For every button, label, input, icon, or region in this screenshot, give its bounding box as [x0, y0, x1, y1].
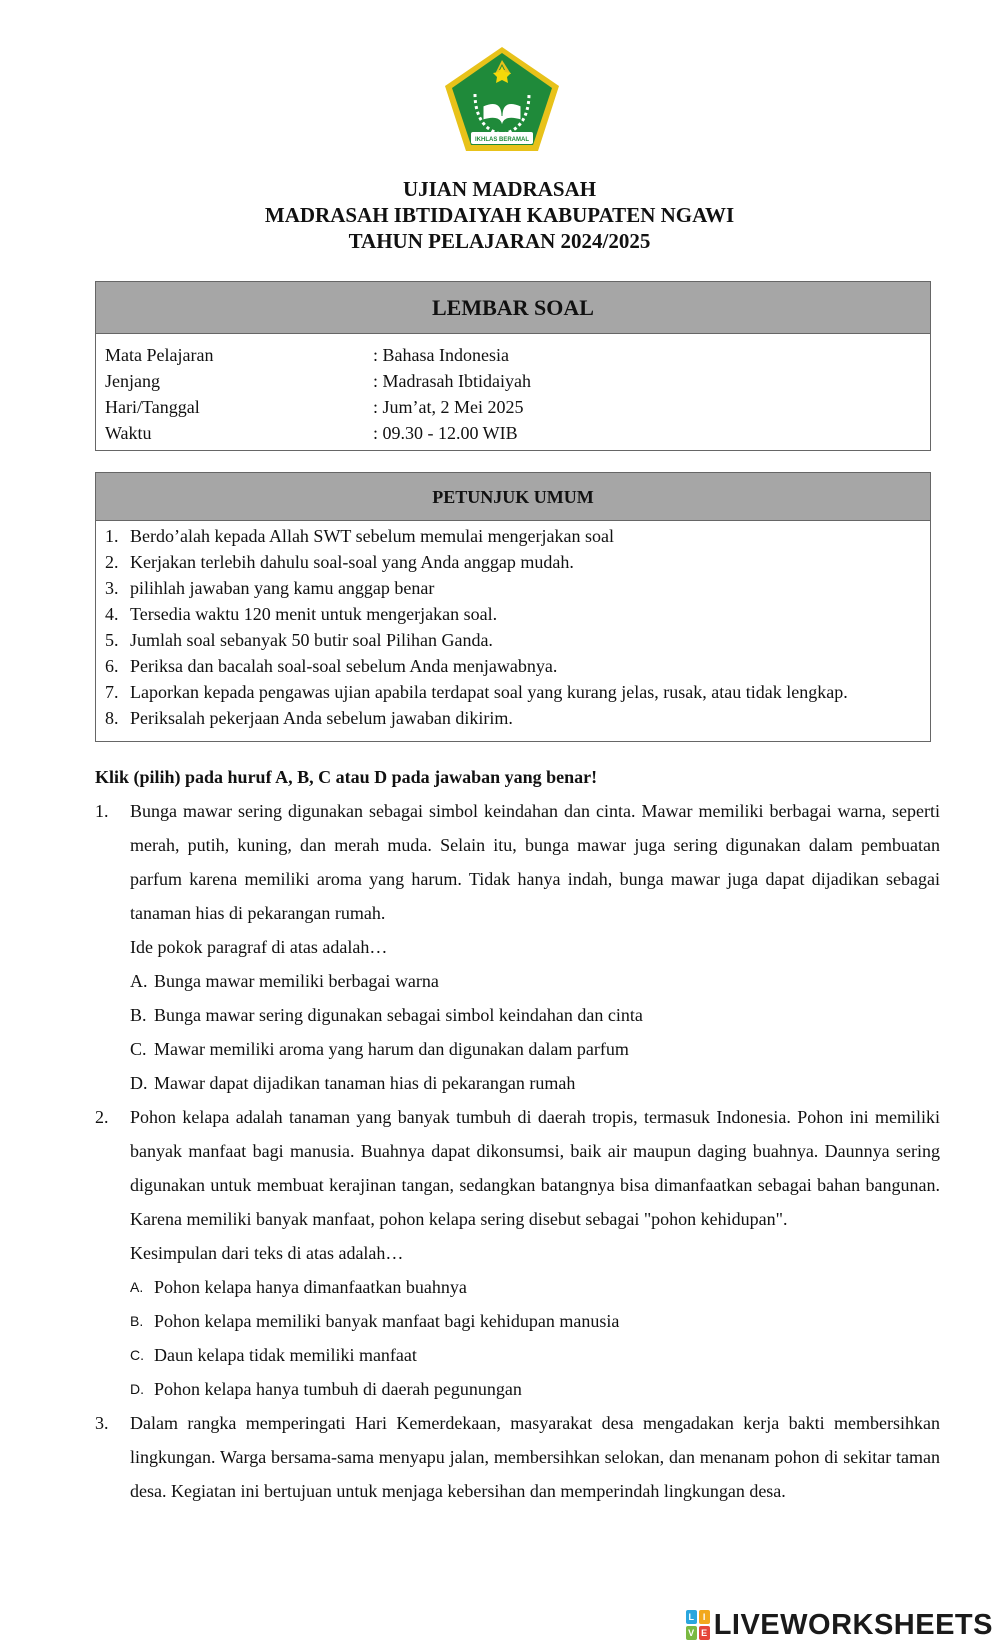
option-letter[interactable]: C. [130, 1039, 147, 1059]
question-prompt: Kesimpulan dari teks di atas adalah… [130, 1243, 404, 1263]
option-letter[interactable]: D. [130, 1381, 144, 1397]
info-row [105, 368, 930, 394]
info-rows [96, 334, 930, 446]
logo-caption: IKHLAS BERAMAL [475, 137, 529, 143]
petunjuk-item [105, 523, 930, 549]
question-prompt: Ide pokok paragraf di atas adalah… [130, 937, 388, 957]
info-value: : Jum’at, 2 Mei 2025 [373, 397, 524, 417]
petunjuk-text: Laporkan kepada pengawas ujian apabila terdapat soal yang kurang jelas, rusak, atau tidak lengkap. [130, 682, 848, 702]
question-paragraph: Dalam rangka memperingati Hari Kemerdekaan, masyarakat desa mengadakan kerja bakti membersihkan lingkungan. Warga bersama-sama menyapu jalan, membersihkan selokan, dan menanam pohon di sekitar taman desa. Kegiatan ini bertujuan untuk menjaga kebersihan dan memperindah lingkungan desa. [130, 1413, 940, 1501]
exam-heading [0, 176, 999, 254]
heading-line-1: UJIAN MADRASAH [402, 177, 597, 201]
petunjuk-item [105, 705, 930, 731]
option-text: Daun kelapa tidak memiliki manfaat [154, 1345, 417, 1365]
option-letter[interactable]: B. [130, 1005, 147, 1025]
kemenag-logo-icon [441, 44, 563, 154]
answer-option-a[interactable] [130, 1270, 940, 1304]
option-letter[interactable]: C. [130, 1347, 144, 1363]
option-letter[interactable]: A. [130, 1279, 144, 1295]
question-1 [95, 794, 940, 1100]
petunjuk-umum-header: PETUNJUK UMUM [96, 473, 930, 521]
answer-option-b[interactable] [130, 1304, 940, 1338]
heading-line-2: MADRASAH IBTIDAIYAH KABUPATEN NGAWI [264, 203, 735, 227]
option-text: Pohon kelapa hanya tumbuh di daerah pegunungan [154, 1379, 522, 1399]
wm-cell: E [699, 1626, 710, 1640]
petunjuk-item [105, 549, 930, 575]
question-number: 3. [95, 1413, 109, 1433]
option-text: Mawar memiliki aroma yang harum dan digunakan dalam parfum [154, 1039, 629, 1059]
petunjuk-num: 1. [105, 526, 119, 546]
option-letter[interactable]: A. [130, 971, 148, 991]
wm-cell: I [699, 1610, 710, 1624]
answer-option-c[interactable] [130, 1032, 940, 1066]
petunjuk-text: Periksa dan bacalah soal-soal sebelum Anda menjawabnya. [130, 656, 558, 676]
option-text: Bunga mawar sering digunakan sebagai simbol keindahan dan cinta [154, 1005, 643, 1025]
lembar-soal-box [95, 281, 931, 451]
question-2 [95, 1100, 940, 1406]
answer-option-c[interactable] [130, 1338, 940, 1372]
info-label: Waktu [105, 423, 152, 443]
option-text: Mawar dapat dijadikan tanaman hias di pekarangan rumah [154, 1073, 576, 1093]
question-number: 1. [95, 801, 109, 821]
watermark-text: LIVEWORKSHEETS [713, 1608, 993, 1641]
option-text: Bunga mawar memiliki berbagai warna [154, 971, 439, 991]
petunjuk-num: 6. [105, 656, 119, 676]
petunjuk-num: 2. [105, 552, 119, 572]
info-label: Jenjang [105, 371, 160, 391]
question-paragraph: Pohon kelapa adalah tanaman yang banyak tumbuh di daerah tropis, termasuk Indonesia. Pohon ini memiliki banyak manfaat bagi manusia. Buahnya dapat dikonsumsi, baik air maupun daging buahnya. Daunnya sering digunakan untuk membuat kerajinan tangan, sedangkan batangnya bisa dimanfaatkan sebagai bahan bangunan. Karena memiliki banyak manfaat, pohon kelapa sering disebut sebagai "pohon kehidupan". [130, 1107, 940, 1229]
petunjuk-text: Jumlah soal sebanyak 50 butir soal Pilihan Ganda. [130, 630, 493, 650]
lembar-soal-header: LEMBAR SOAL [96, 282, 930, 334]
answer-option-a[interactable] [130, 964, 940, 998]
option-text: Pohon kelapa memiliki banyak manfaat bagi kehidupan manusia [154, 1311, 620, 1331]
petunjuk-item [105, 653, 930, 679]
petunjuk-num: 4. [105, 604, 119, 624]
option-letter[interactable]: D. [130, 1073, 148, 1093]
petunjuk-num: 8. [105, 708, 119, 728]
question-paragraph: Bunga mawar sering digunakan sebagai simbol keindahan dan cinta. Mawar memiliki berbagai warna, seperti merah, putih, kuning, dan merah muda. Selain itu, bunga mawar juga sering digunakan dalam pembuatan parfum karena memiliki aroma yang harum. Tidak hanya indah, bunga mawar juga dapat dijadikan sebagai tanaman hias di pekarangan rumah. [130, 801, 940, 923]
petunjuk-text: pilihlah jawaban yang kamu anggap benar [130, 578, 435, 598]
info-label: Mata Pelajaran [105, 345, 214, 365]
answer-option-d[interactable] [130, 1372, 940, 1406]
info-label: Hari/Tanggal [105, 397, 200, 417]
petunjuk-text: Periksalah pekerjaan Anda sebelum jawaban dikirim. [130, 708, 513, 728]
answer-option-d[interactable] [130, 1066, 940, 1100]
liveworksheets-logo-icon [686, 1610, 710, 1640]
answer-instruction: Klik (pilih) pada huruf A, B, C atau D pada jawaban yang benar! [95, 767, 598, 787]
wm-cell: L [686, 1610, 697, 1624]
petunjuk-item [105, 627, 930, 653]
info-row [105, 420, 930, 446]
answer-option-b[interactable] [130, 998, 940, 1032]
petunjuk-item [105, 679, 930, 705]
petunjuk-text: Tersedia waktu 120 menit untuk mengerjakan soal. [130, 604, 498, 624]
petunjuk-num: 5. [105, 630, 119, 650]
petunjuk-num: 3. [105, 578, 119, 598]
wm-cell: V [686, 1626, 697, 1640]
info-value: : Bahasa Indonesia [373, 345, 509, 365]
heading-line-3: TAHUN PELAJARAN 2024/2025 [348, 229, 651, 253]
petunjuk-text: Berdo’alah kepada Allah SWT sebelum memulai mengerjakan soal [130, 526, 615, 546]
option-text: Pohon kelapa hanya dimanfaatkan buahnya [154, 1277, 467, 1297]
petunjuk-text: Kerjakan terlebih dahulu soal-soal yang Anda anggap mudah. [130, 552, 574, 572]
petunjuk-item [105, 601, 930, 627]
question-number: 2. [95, 1107, 109, 1127]
petunjuk-item [105, 575, 930, 601]
option-letter[interactable]: B. [130, 1313, 144, 1329]
petunjuk-list [96, 521, 930, 731]
info-row [105, 342, 930, 368]
petunjuk-umum-box [95, 472, 931, 742]
info-row [105, 394, 930, 420]
liveworksheets-watermark [686, 1609, 993, 1641]
info-value: : 09.30 - 12.00 WIB [373, 423, 518, 443]
question-3 [95, 1406, 940, 1508]
question-list [95, 794, 940, 1508]
petunjuk-num: 7. [105, 682, 119, 702]
info-value: : Madrasah Ibtidaiyah [373, 371, 531, 391]
